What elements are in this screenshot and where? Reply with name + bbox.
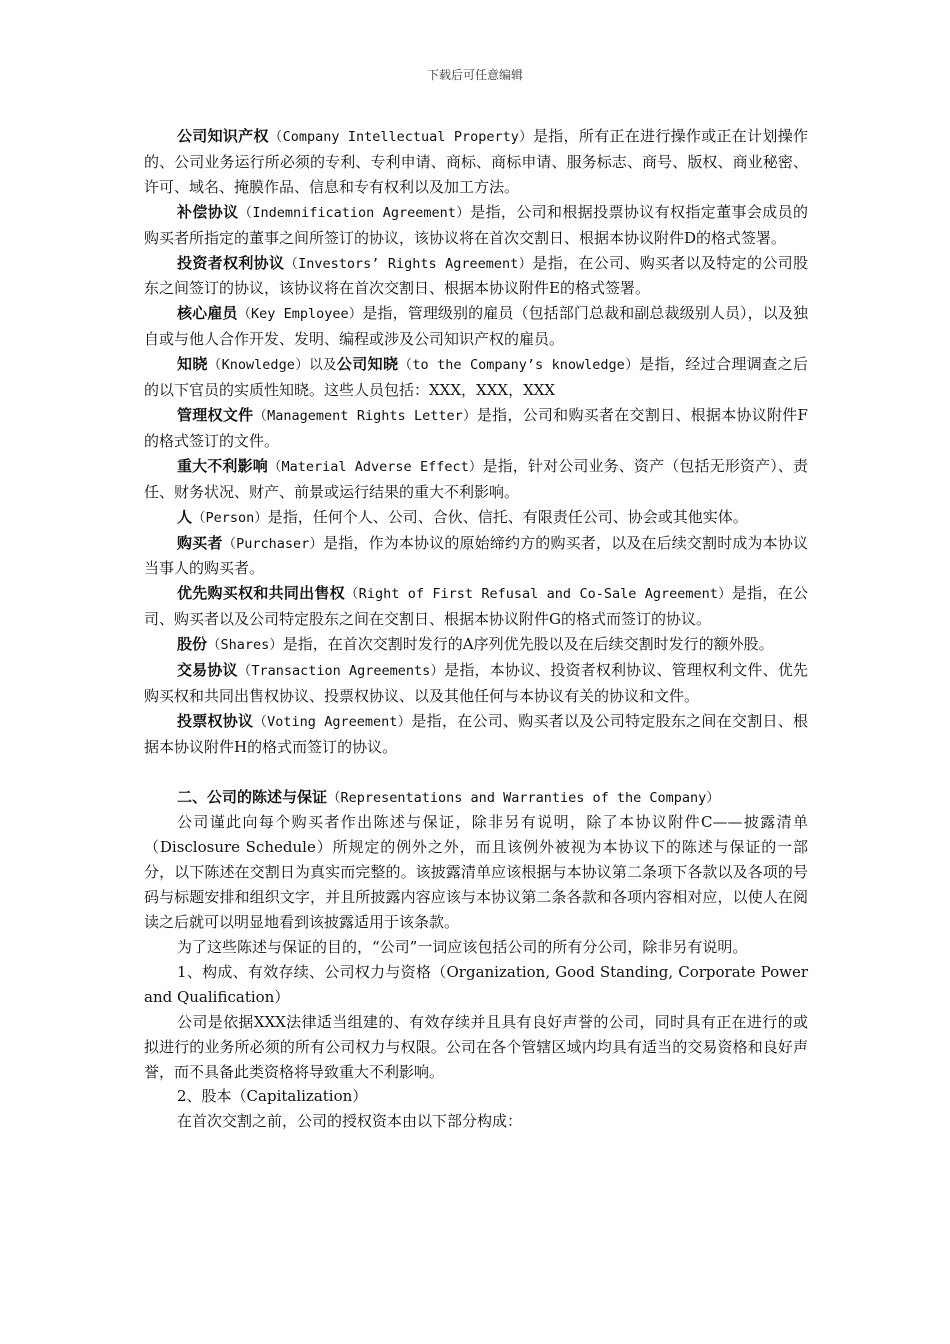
definition-text: 是指，任何个人、公司、合伙、信托、有限责任公司、协会或其他实体。 [267, 507, 748, 526]
definition-knowledge [144, 352, 808, 403]
definition-english: （Purchaser） [222, 535, 324, 552]
section-heading [144, 785, 808, 811]
definition-english: （Management Rights Letter） [253, 407, 477, 424]
section-paragraph: 为了这些陈述与保证的目的，“公司”一词应该包括公司的所有分公司，除非另有说明。 [177, 937, 748, 956]
section-heading-title: 二、公司的陈述与保证 [177, 787, 328, 806]
definition-right-of-first-refusal [144, 581, 808, 632]
definition-investors-rights [144, 251, 808, 302]
definition-text: 是指，在首次交割时发行的A序列优先股以及在后续交割时发行的额外股。 [282, 635, 774, 654]
definition-term: 人 [177, 507, 193, 526]
definition-text: 是指，在公司、购买者以及公司特定股东之间在交割日、根据本协议附件G的格式而签订的协议。 [144, 584, 808, 629]
definition-management-rights [144, 403, 808, 454]
definition-term: 核心雇员 [177, 304, 238, 323]
definition-english: （Investors’ Rights Agreement） [284, 255, 533, 272]
definition-material-adverse-effect [144, 454, 808, 505]
definition-text: 是指，所有正在进行操作或正在计划操作的、公司业务运行所必须的专利、专利申请、商标、商标申请、服务标志、商号、版权、商业秘密、许可、域名、掩膜作品、信息和专有权利以及加工方法。 [144, 127, 808, 196]
definition-english-secondary: （to the Company’s knowledge） [398, 357, 640, 374]
definition-text: 是指，本协议、投资者权利协议、管理权利文件、优先购买权和共同出售权协议、投票权协议、以及其他任何与本协议有关的协议和文件。 [144, 661, 808, 705]
definition-key-employee [144, 301, 808, 352]
document-body [144, 124, 808, 1134]
definition-english: （Right of First Refusal and Co-Sale Agreement） [344, 586, 732, 603]
definition-english: （Knowledge）以及 [207, 357, 337, 374]
definition-text: 是指，在公司、购买者以及公司特定股东之间在交割日、根据本协议附件H的格式而签订的协议。 [144, 711, 808, 756]
definition-english: （Shares） [207, 637, 283, 654]
definition-text: 是指，公司和根据投票协议有权指定董事会成员的购买者所指定的董事之间所签订的协议，该协议将在首次交割日、根据本协议附件D的格式签署。 [144, 202, 808, 247]
section-paragraph: 公司谨此向每个购买者作出陈述与保证，除非另有说明，除了本协议附件C——披露清单（Disclosure Schedule）所规定的例外之外，而且该例外被视为本协议下的陈述与保证的一部分，以下陈述在交割日为真实而完整的。该披露清单应该根据与本协议第二条项下各款以及各项的号码与标题安排和组织文字，并且所披露内容应该与本协议第二条各款和各项内容相对应，以使人在阅读之后就可以明显地看到该披露适用于该条款。 [144, 813, 808, 932]
definition-term: 交易协议 [177, 661, 238, 680]
definition-english: （Transaction Agreements） [237, 663, 445, 680]
definition-text: 是指，在公司、购买者以及特定的公司股东之间签订的协议，该协议将在首次交割日、根据本协议附件E的格式签署。 [144, 253, 808, 298]
definition-voting-agreement [144, 709, 808, 760]
definition-term: 投资者权利协议 [177, 253, 285, 272]
definition-indemnification [144, 200, 808, 251]
definition-english: （Material Adverse Effect） [267, 458, 483, 475]
definition-text: 是指，经过合理调查之后的以下官员的实质性知晓。这些人员包括：XXX，XXX，XXX [144, 355, 808, 400]
definition-english: （Key Employee） [237, 306, 363, 323]
definition-term: 公司知识产权 [177, 127, 269, 145]
definition-text: 是指，管理级别的雇员（包括部门总裁和副总裁级别人员），以及独自或与他人合作开发、发明、编程或涉及公司知识产权的雇员。 [144, 304, 808, 349]
definition-term: 优先购买权和共同出售权 [177, 584, 345, 603]
definition-text: 是指，作为本协议的原始缔约方的购买者，以及在后续交割时成为本协议当事人的购买者。 [144, 533, 808, 578]
definition-term: 购买者 [177, 533, 223, 552]
definition-text: 是指，针对公司业务、资产（包括无形资产）、责任、财务状况、财产、前景或运行结果的重大不利影响。 [144, 456, 808, 501]
section-paragraph: 在首次交割之前，公司的授权资本由以下部分构成： [177, 1112, 523, 1131]
subsection-heading: 2、股本（Capitalization） [177, 1087, 368, 1106]
definition-purchaser [144, 531, 808, 582]
section-heading-english: （Representations and Warranties of the Company） [327, 789, 720, 806]
definition-english: （Person） [192, 509, 268, 526]
definition-person [144, 505, 808, 531]
page-header: 下载后可任意编辑 [426, 68, 523, 82]
definition-term: 补偿协议 [177, 202, 239, 221]
definition-english: （Indemnification Agreement） [238, 204, 471, 221]
definition-shares [144, 632, 808, 658]
definition-term: 投票权协议 [177, 711, 254, 730]
definition-company-ip [144, 124, 808, 200]
definition-term: 重大不利影响 [177, 456, 268, 475]
subsection-heading: 1、构成、有效存续、公司权力与资格（Organization, Good Standing, Corporate Power and Qualification） [144, 962, 808, 1006]
definition-transaction-agreements [144, 658, 808, 709]
section-paragraph: 公司是依据XXX法律适当组建的、有效存续并且具有良好声誉的公司，同时具有正在进行的或拟进行的业务所必须的所有公司权力与权限。公司在各个管辖区域内均具有适当的交易资格和良好声誉，而不具备此类资格将导致重大不利影响。 [144, 1012, 808, 1081]
definition-english: （Company Intellectual Property） [268, 129, 533, 145]
section-spacer [144, 760, 808, 785]
definition-term: 股份 [177, 635, 208, 654]
definition-text: 是指，公司和购买者在交割日、根据本协议附件F的格式签订的文件。 [144, 405, 808, 450]
definition-english: （Voting Agreement） [253, 713, 412, 730]
definition-term: 管理权文件 [177, 405, 254, 424]
definition-term: 知晓 [177, 355, 208, 374]
definition-term-secondary: 公司知晓 [336, 355, 399, 374]
